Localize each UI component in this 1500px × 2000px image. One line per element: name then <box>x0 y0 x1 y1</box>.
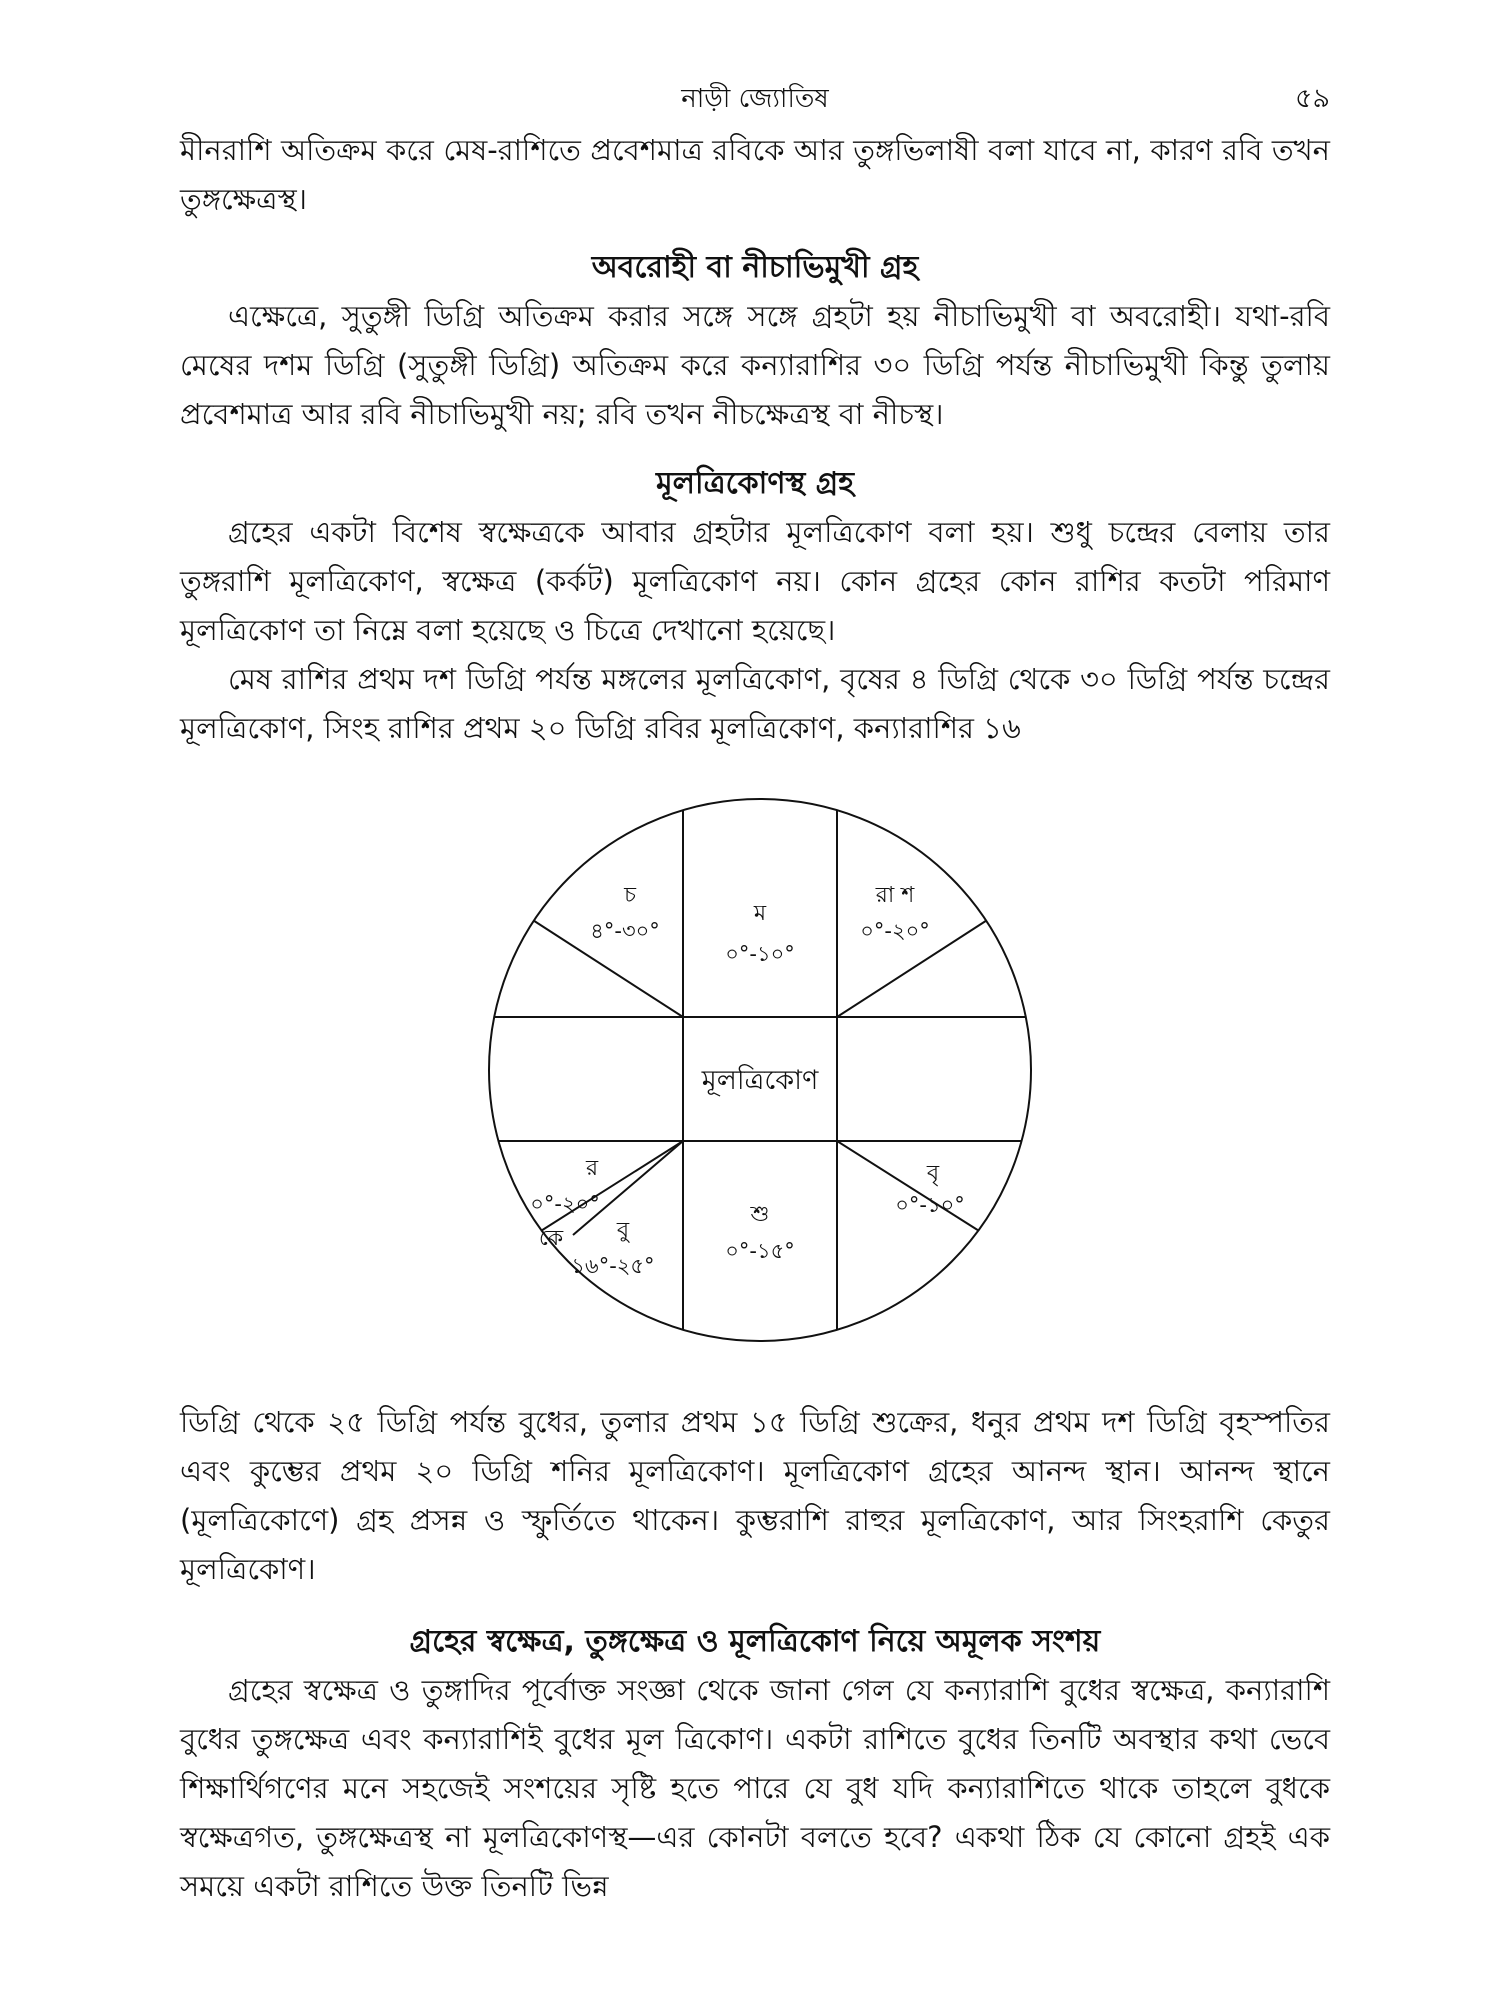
degree-range: ০°-১৫° <box>725 1239 795 1263</box>
planet-label: চ <box>624 883 636 908</box>
running-title: নাড়ী জ্যোতিষ <box>681 84 829 114</box>
paragraph: ডিগ্রি থেকে ২৫ ডিগ্রি পর্যন্ত বুধের, তুলার প্রথম ১৫ ডিগ্রি শুক্রের, ধনুর প্রথম দশ ডিগ্রি বৃহস্পতির এবং কুম্ভের প্রথম ২০ ডিগ্রি শনির মূলত্রিকোণ। মূলত্রিকোণ গ্রহের আনন্দ স্থান। আনন্দ স্থানে (মূলত্রিকোণে) গ্রহ প্রসন্ন ও স্ফুর্তিতে থাকেন। কুম্ভরাশি রাহুর মূলত্রিকোণ, আর সিংহরাশি কেতুর মূলত্রিকোণ। <box>180 1405 1330 1586</box>
paragraph-block-1 <box>180 126 1330 224</box>
planet-label: কে <box>538 1226 564 1251</box>
section-heading-doubt: গ্রহের স্বক্ষেত্র, তুঙ্গক্ষেত্র ও মূলত্রিকোণ নিয়ে অমূলক সংশয় <box>409 1624 1101 1659</box>
paragraph: এক্ষেত্রে, সুতুঙ্গী ডিগ্রি অতিক্রম করার সঙ্গে সঙ্গে গ্রহটা হয় নীচাভিমুখী বা অবরোহী। যথা-রবি মেষের দশম ডিগ্রি (সুতুঙ্গী ডিগ্রি) অতিক্রম করে কন্যারাশির ৩০ ডিগ্রি পর্যন্ত নীচাভিমুখী কিন্তু তুলায় প্রবেশমাত্র আর রবি নীচাভিমুখী নয়; রবি তখন নীচক্ষেত্রস্থ বা নীচস্থ। <box>180 299 1330 431</box>
grid-line <box>837 1141 995 1241</box>
degree-range: ০°-২০° <box>860 919 930 943</box>
section-heading-mooltrikona: মূলত্রিকোণস্থ গ্রহ <box>655 466 855 501</box>
planet-label: শু <box>750 1202 770 1227</box>
center-label: মূলত্রিকোণ <box>701 1065 819 1096</box>
page-number: ৫৯ <box>1294 83 1330 114</box>
planet-label: বৃ <box>926 1161 940 1186</box>
paragraph-block-3 <box>180 508 1330 753</box>
planet-label: র <box>585 1156 599 1181</box>
paragraph-block-4 <box>180 1398 1330 1594</box>
degree-range: ০°-১০° <box>895 1193 965 1217</box>
paragraph: মেষ রাশির প্রথম দশ ডিগ্রি পর্যন্ত মঙ্গলের মূলত্রিকোণ, বৃষের ৪ ডিগ্রি থেকে ৩০ ডিগ্রি পর্যন্ত চন্দ্রের মূলত্রিকোণ, সিংহ রাশির প্রথম ২০ ডিগ্রি রবির মূলত্রিকোণ, কন্যারাশির ১৬ <box>180 662 1330 745</box>
paragraph-block-5 <box>180 1666 1330 1911</box>
page-header <box>180 78 1330 118</box>
degree-range: ০°-২০° <box>530 1192 600 1216</box>
degree-range: ১৬°-২৫° <box>571 1254 655 1278</box>
degree-range: ০°-১০° <box>725 942 795 966</box>
paragraph-block-2 <box>180 292 1330 439</box>
planet-label: বু <box>616 1218 630 1243</box>
paragraph: গ্রহের একটা বিশেষ স্বক্ষেত্রকে আবার গ্রহটার মূলত্রিকোণ বলা হয়। শুধু চন্দ্রের বেলায় তার তুঙ্গরাশি মূলত্রিকোণ, স্বক্ষেত্র (কর্কট) মূলত্রিকোণ নয়। কোন গ্রহের কোন রাশির কতটা পরিমাণ মূলত্রিকোণ তা নিম্নে বলা হয়েছে ও চিত্রে দেখানো হয়েছে। <box>180 515 1330 647</box>
section-heading-descending-planet: অবরোহী বা নীচাভিমুখী গ্রহ <box>591 250 919 285</box>
mooltrikona-diagram <box>485 795 1035 1345</box>
paragraph: মীনরাশি অতিক্রম করে মেষ-রাশিতে প্রবেশমাত্র রবিকে আর তুঙ্গভিলাষী বলা যাবে না, কারণ রবি তখন তুঙ্গক্ষেত্রস্থ। <box>180 133 1330 216</box>
planet-label: ম <box>753 901 767 926</box>
planet-label: রা শ <box>875 883 915 908</box>
degree-range: ৪°-৩০° <box>590 919 660 943</box>
paragraph: গ্রহের স্বক্ষেত্র ও তুঙ্গাদির পূর্বোক্ত সংজ্ঞা থেকে জানা গেল যে কন্যারাশি বুধের স্বক্ষেত্র, কন্যারাশি বুধের তুঙ্গক্ষেত্র এবং কন্যারাশিই বুধের মূল ত্রিকোণ। একটা রাশিতে বুধের তিনটি অবস্থার কথা ভেবে শিক্ষার্থিগণের মনে সহজেই সংশয়ের সৃষ্টি হতে পারে যে বুধ যদি কন্যারাশিতে থাকে তাহলে বুধকে স্বক্ষেত্রগত, তুঙ্গক্ষেত্রস্থ না মূলত্রিকোণস্থ—এর কোনটা বলতে হবে? একথা ঠিক যে কোনো গ্রহই এক সময়ে একটা রাশিতে উক্ত তিনটি ভিন্ন <box>180 1673 1330 1903</box>
